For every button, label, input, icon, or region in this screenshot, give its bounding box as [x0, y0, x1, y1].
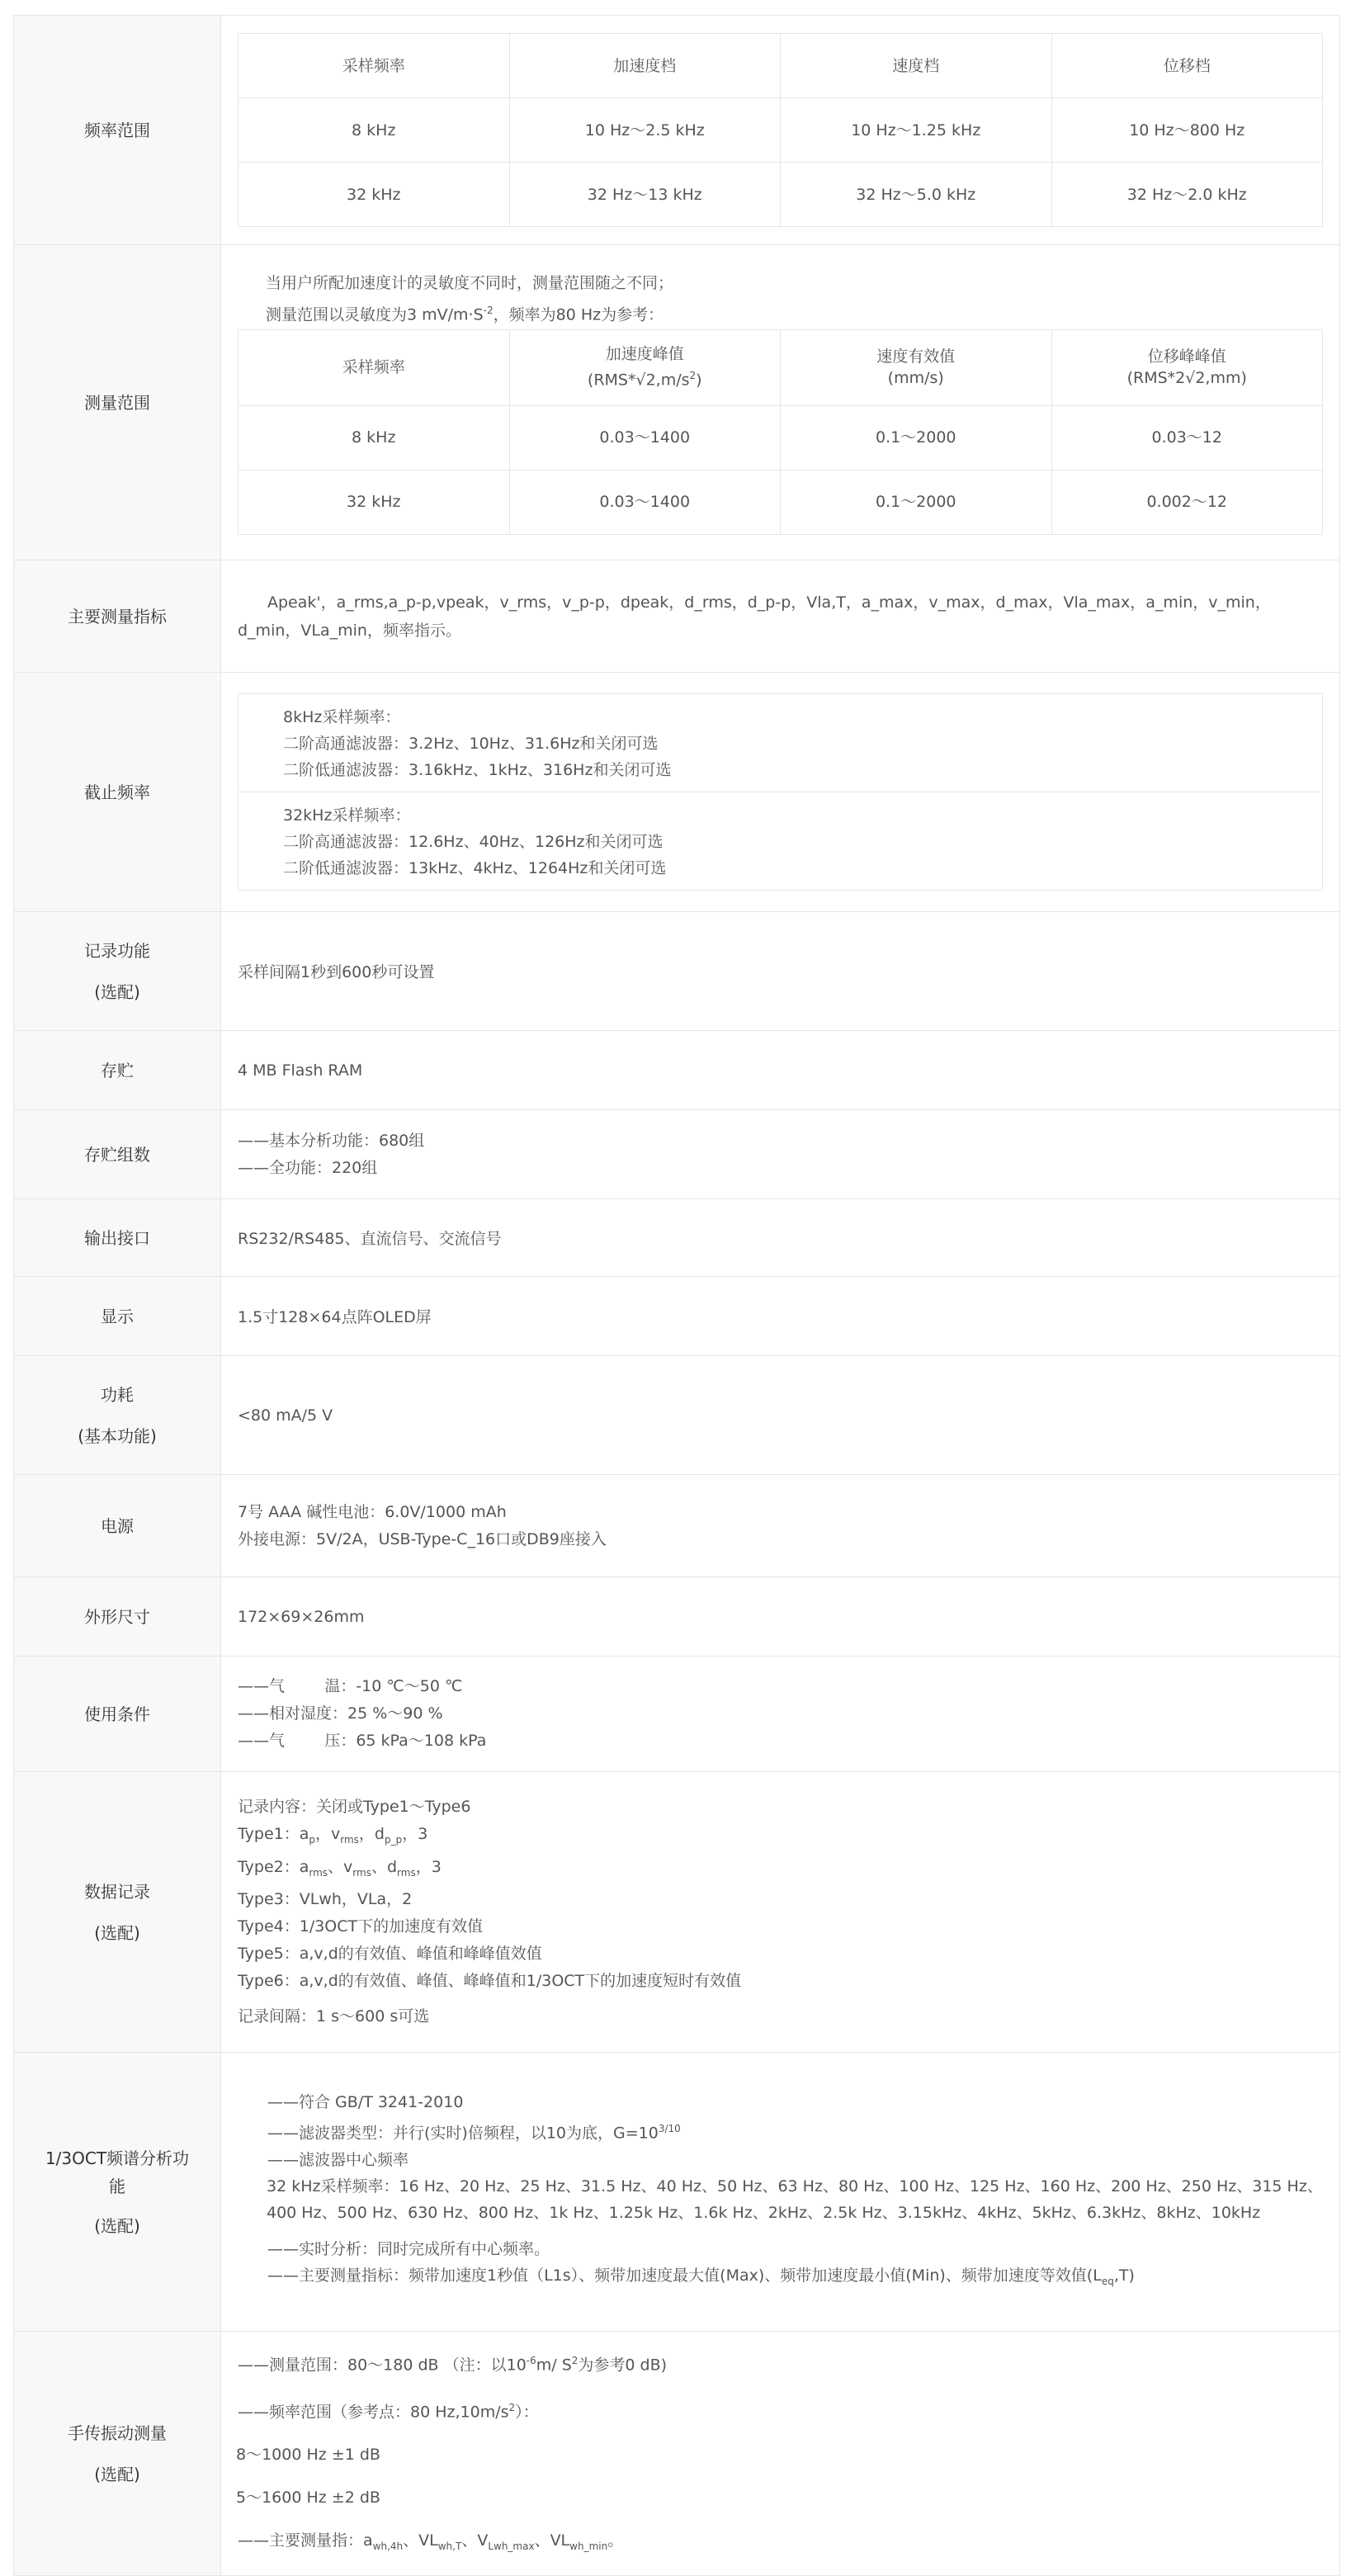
cutoff-line: 8kHz采样频率：: [283, 708, 401, 726]
oct-indicators: [267, 2262, 1323, 2295]
cutoff-line: 二阶高通滤波器：12.6Hz、40Hz、126Hz和关闭可选: [283, 833, 664, 851]
label-cutoff-frequency: 截止频率: [14, 673, 221, 912]
cutoff-box: [238, 693, 1323, 891]
label-dimensions: 外形尺寸: [14, 1577, 221, 1657]
oct-center-frequencies: 32 kHz采样频率：16 Hz、20 Hz、25 Hz、31.5 Hz、40 Hz、50 Hz、63 Hz、80 Hz、100 Hz、125 Hz、160 Hz、200 Hz、250 Hz、315 Hz、400 Hz、500 Hz、630 Hz、800 Hz、1k Hz、1.25k Hz、1.6k Hz、2kHz、2.5k Hz、3.15kHz、4kHz、5kHz、6.3kHz、8kHz、10kHz: [267, 2177, 1323, 2222]
supply-line: 7号 AAA 碱性电池：6.0V/1000 mAh: [238, 1502, 507, 1521]
meas-cell: 0.1～2000: [781, 405, 1052, 470]
row-frequency-range: [14, 16, 1340, 245]
value-storage-groups: [221, 1110, 1340, 1199]
sub: rms: [397, 1866, 416, 1879]
t: ——滤波器类型：并行(实时)倍频程，以10为底，G=10: [267, 2124, 659, 2143]
t: ，3: [415, 1857, 442, 1876]
label-power-consumption: [14, 1356, 221, 1475]
t: ——主要测量指：a: [238, 2531, 373, 2550]
header-unit: (mm/s): [887, 369, 944, 388]
meas-header: [1051, 329, 1323, 405]
value-power-supply: [221, 1475, 1340, 1577]
row-storage: [14, 1031, 1340, 1110]
label-power-supply: 电源: [14, 1475, 221, 1577]
hand-tolerance: 5～1600 Hz ±2 dB: [236, 2489, 380, 2507]
t: 、d: [371, 1857, 398, 1876]
measurement-note: 当用户所配加速度计的灵敏度不同时，测量范围随之不同；: [266, 274, 674, 293]
meas-cell: 0.1～2000: [781, 470, 1052, 534]
unit-text: ): [696, 371, 702, 390]
row-hand-arm-vibration: [14, 2332, 1340, 2576]
t: 、VL: [534, 2531, 570, 2550]
label-frequency-range: 频率范围: [14, 16, 221, 245]
sub: wh_min: [569, 2541, 608, 2553]
t: 、VL: [403, 2531, 438, 2550]
cutoff-8khz: [239, 694, 1322, 792]
hand-frequency: [238, 2386, 1323, 2433]
row-record-function: [14, 912, 1340, 1031]
header-text: 速度有效值: [876, 347, 956, 366]
label-storage: 存贮: [14, 1031, 221, 1110]
row-octave-analysis: [14, 2053, 1340, 2332]
hand-range: [238, 2339, 1323, 2386]
row-output-interface: [14, 1199, 1340, 1277]
freq-header: 速度档: [781, 34, 1052, 98]
sub: p: [309, 1833, 315, 1846]
freq-cell: 10 Hz～2.5 kHz: [509, 98, 781, 163]
sub: eq: [1101, 2275, 1114, 2287]
meas-cell: 0.002～12: [1051, 470, 1323, 534]
t: ——测量范围：80～180 dB （注：以10: [238, 2356, 527, 2375]
label-line: 数据记录: [84, 1881, 150, 1902]
meas-header: [509, 329, 781, 405]
t: 为参考0 dB): [578, 2356, 668, 2375]
label-hand-arm-vibration: [14, 2332, 221, 2576]
freq-cell: 10 Hz～1.25 kHz: [781, 98, 1052, 163]
supply-line: 外接电源：5V/2A，USB-Type-C_16口或DB9座接入: [238, 1529, 607, 1548]
datalog-type1: [238, 1821, 1323, 1854]
condition-line: ——气 压：65 kPa～108 kPa: [238, 1732, 487, 1750]
hand-tolerance: 8～1000 Hz ±1 dB: [236, 2446, 380, 2465]
datalog-type3: Type3：VLwh，VLa，2: [238, 1890, 413, 1909]
header-text: 位移峰峰值: [1147, 347, 1226, 366]
groups-line: ——全功能：220组: [238, 1158, 378, 1177]
row-power-consumption: [14, 1356, 1340, 1475]
label-line: (基本功能): [78, 1425, 157, 1446]
value-cutoff-frequency: [221, 673, 1340, 912]
freq-cell: 32 kHz: [239, 163, 510, 227]
label-line: 能: [109, 2176, 125, 2196]
cutoff-line: 二阶低通滤波器：13kHz、4kHz、1264Hz和关闭可选: [283, 859, 667, 877]
sub: rms: [309, 1866, 328, 1879]
sup: -6: [526, 2354, 536, 2366]
unit-text: (RMS*√2,m/s: [587, 371, 690, 390]
label-operating-conditions: 使用条件: [14, 1657, 221, 1772]
condition-line: ——相对湿度：25 %～90 %: [238, 1704, 443, 1723]
datalog-type2: [238, 1854, 1323, 1887]
meas-header: [781, 329, 1052, 405]
note-text: 测量范围以灵敏度为3 mV/m·S: [266, 305, 484, 324]
meas-cell: 0.03～12: [1051, 405, 1323, 470]
freq-cell: 32 Hz～5.0 kHz: [781, 163, 1052, 227]
header-unit: (RMS*2√2,mm): [1126, 369, 1247, 388]
groups-line: ——基本分析功能：680组: [238, 1131, 425, 1150]
label-octave-analysis: [14, 2053, 221, 2332]
row-cutoff-frequency: [14, 673, 1340, 912]
meas-cell: 0.03～1400: [509, 470, 781, 534]
label-line: (选配): [94, 2215, 140, 2236]
label-line: (选配): [94, 981, 140, 1002]
label-line: 记录功能: [84, 940, 150, 961]
label-line: (选配): [94, 2464, 140, 2484]
value-storage: 4 MB Flash RAM: [221, 1031, 1340, 1110]
row-measurement-range: [14, 245, 1340, 560]
cutoff-32khz: [239, 792, 1322, 890]
oct-line: ——实时分析：同时完成所有中心频率。: [267, 2239, 550, 2258]
freq-header: 位移档: [1051, 34, 1323, 98]
label-record-function: [14, 912, 221, 1031]
t: Type2：a: [238, 1857, 309, 1876]
meas-cell: 8 kHz: [239, 405, 510, 470]
meas-cell: 32 kHz: [239, 470, 510, 534]
t: ——主要测量指标：频带加速度1秒值（L1s）、频带加速度最大值(Max)、频带加速度最小值(Min)、频带加速度等效值(L: [267, 2266, 1102, 2285]
note-sup: -2: [483, 305, 494, 317]
value-operating-conditions: [221, 1657, 1340, 1772]
datalog-type5: Type5：a,v,d的有效值、峰值和峰峰值效值: [238, 1945, 542, 1964]
hand-indicators: [238, 2519, 1323, 2568]
datalog-type4: Type4：1/3OCT下的加速度有效值: [238, 1917, 484, 1936]
label-display: 显示: [14, 1277, 221, 1356]
value-octave-analysis: [221, 2053, 1340, 2332]
meas-header: 采样频率: [239, 329, 510, 405]
label-line: (选配): [94, 1922, 140, 1943]
meas-cell: 0.03～1400: [509, 405, 781, 470]
t: ,T): [1113, 2266, 1135, 2285]
sup: 2: [571, 2354, 579, 2366]
label-data-logging: [14, 1772, 221, 2053]
label-measurement-range: 测量范围: [14, 245, 221, 560]
datalog-line: 记录内容：关闭或Type1～Type6: [238, 1797, 471, 1816]
oct-line: ——滤波器中心频率: [267, 2150, 409, 2169]
sup: 2: [508, 2402, 516, 2414]
t: ，3: [402, 1824, 428, 1843]
value-output-interface: RS232/RS485、直流信号、交流信号: [221, 1199, 1340, 1277]
measurement-note-reference: [238, 297, 1323, 328]
value-measurement-range: [221, 245, 1340, 560]
unit-sup: 2: [689, 370, 697, 382]
label-output-interface: 输出接口: [14, 1199, 221, 1277]
sub: wh,T: [437, 2541, 462, 2553]
value-frequency-range: [221, 16, 1340, 245]
cutoff-line: 二阶高通滤波器：3.2Hz、10Hz、31.6Hz和关闭可选: [283, 735, 659, 753]
sub: rms: [340, 1833, 359, 1846]
indicators-text: Apeak'，a_rms,a_p-p,vpeak，v_rms，v_p-p，dpeak，d_rms，d_p-p，Vla,T，a_max，v_max，d_max，Vla_max，a_min，v_min，d_min，VLa_min，频率指示。: [238, 593, 1271, 640]
row-display: [14, 1277, 1340, 1356]
value-data-logging: [221, 1772, 1340, 2053]
t: 、V: [461, 2531, 489, 2550]
t: ）：: [515, 2403, 539, 2422]
datalog-interval: 记录间隔：1 s～600 s可选: [238, 2007, 430, 2026]
t: 。: [607, 2531, 624, 2550]
datalog-type6: Type6：a,v,d的有效值、峰值、峰峰值和1/3OCT下的加速度短时有效值: [238, 1972, 742, 1991]
label-main-indicators: 主要测量指标: [14, 560, 221, 673]
freq-cell: 10 Hz～800 Hz: [1051, 98, 1323, 163]
row-dimensions: [14, 1577, 1340, 1657]
cutoff-line: 二阶低通滤波器：3.16kHz、1kHz、316Hz和关闭可选: [283, 761, 672, 779]
value-display: 1.5寸128×64点阵OLED屏: [221, 1277, 1340, 1356]
cutoff-line: 32kHz采样频率：: [283, 806, 411, 825]
spec-table: [13, 15, 1340, 2576]
row-storage-groups: [14, 1110, 1340, 1199]
note-text: ，频率为80 Hz为参考：: [493, 305, 664, 324]
value-hand-arm-vibration: [221, 2332, 1340, 2576]
sub: rms: [352, 1866, 371, 1879]
row-main-indicators: [14, 560, 1340, 673]
value-dimensions: 172×69×26mm: [221, 1577, 1340, 1657]
freq-header: 加速度档: [509, 34, 781, 98]
freq-cell: 32 Hz～13 kHz: [509, 163, 781, 227]
row-data-logging: [14, 1772, 1340, 2053]
header-unit: [511, 365, 780, 390]
t: ——频率范围（参考点：80 Hz,10m/s: [238, 2403, 509, 2422]
sub: wh,4h: [372, 2541, 404, 2553]
value-main-indicators: [221, 560, 1340, 673]
sub: p_p: [384, 1833, 403, 1846]
label-line: 手传振动测量: [68, 2422, 167, 2443]
t: 、v: [328, 1857, 353, 1876]
value-power-consumption: <80 mA/5 V: [221, 1356, 1340, 1475]
condition-line: ——气 温：-10 ℃～50 ℃: [238, 1677, 463, 1695]
sup: 3/10: [658, 2123, 681, 2135]
t: m/ S: [536, 2356, 572, 2375]
oct-filter-type: [267, 2115, 1323, 2146]
value-record-function: 采样间隔1秒到600秒可设置: [221, 912, 1340, 1031]
t: ，d: [358, 1824, 385, 1843]
label-storage-groups: 存贮组数: [14, 1110, 221, 1199]
sub: Lwh_max: [488, 2541, 535, 2553]
t: ，v: [315, 1824, 341, 1843]
t: Type1：a: [238, 1824, 309, 1843]
header-text: 加速度峰值: [605, 345, 684, 364]
measurement-table: [238, 329, 1323, 535]
row-power-supply: [14, 1475, 1340, 1577]
label-line: 1/3OCT频谱分析功: [45, 2148, 190, 2168]
freq-cell: 32 Hz～2.0 kHz: [1051, 163, 1323, 227]
frequency-table: [238, 33, 1323, 227]
label-line: 功耗: [101, 1384, 134, 1405]
freq-header: 采样频率: [239, 34, 510, 98]
freq-cell: 8 kHz: [239, 98, 510, 163]
row-operating-conditions: [14, 1657, 1340, 1772]
oct-line: ——符合 GB/T 3241-2010: [267, 2093, 464, 2112]
